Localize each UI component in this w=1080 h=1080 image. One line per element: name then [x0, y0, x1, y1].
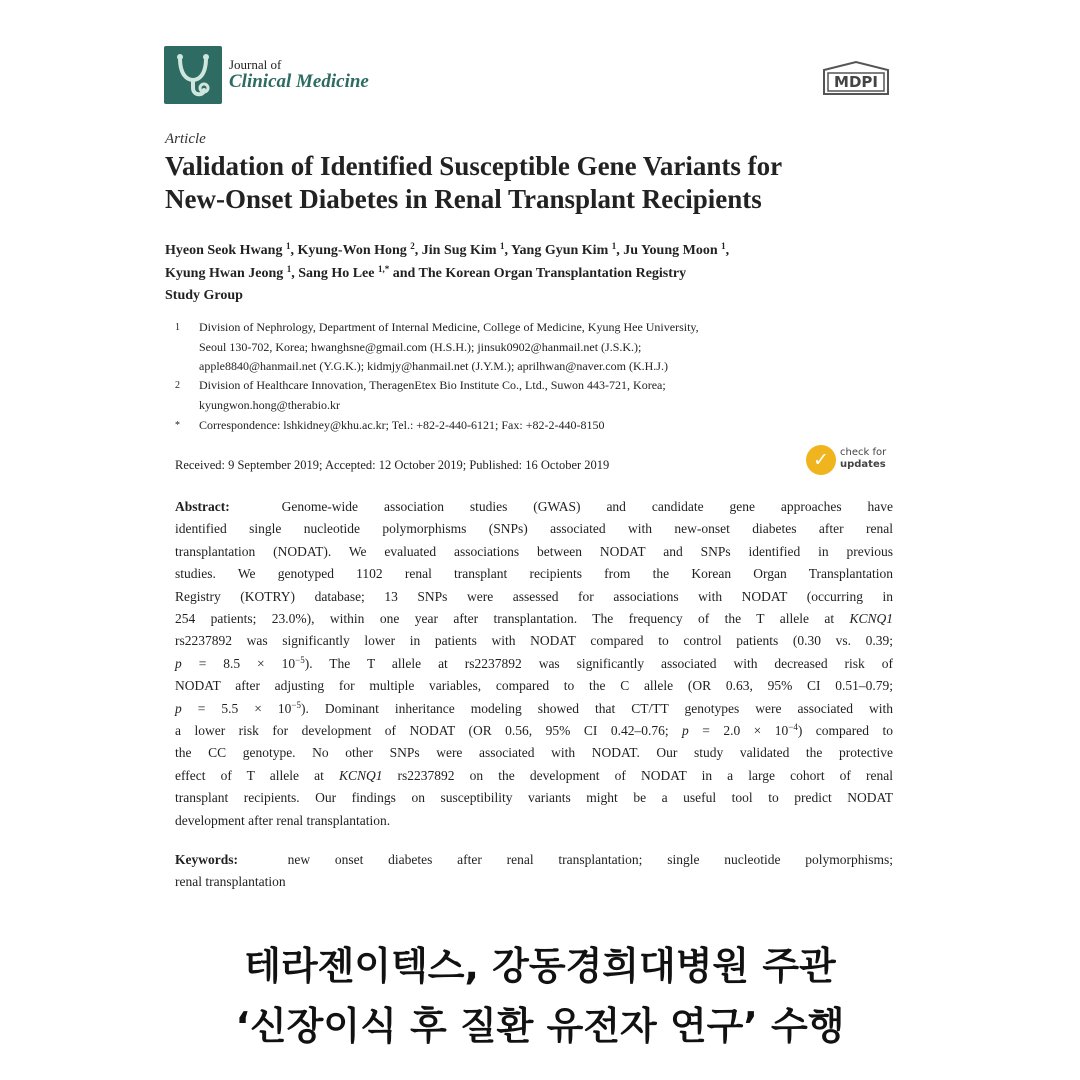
keywords-text: new onset diabetes after renal transplantation; single nucleotide polymorphisms; — [287, 852, 894, 867]
title-line-2: New-Onset Diabetes in Renal Transplant Recipients — [165, 184, 762, 214]
gene-name: KCNQ1 — [338, 767, 383, 783]
affiliation-line: Division of Nephrology, Department of Internal Medicine, College of Medicine, Kyung Hee University, — [199, 320, 699, 334]
abstract-text: ). Dominant inheritance modeling showed that CT/TT genotypes were associated with — [300, 700, 893, 716]
correspondence — [175, 416, 895, 436]
author-list — [165, 240, 905, 308]
author-line-1 — [165, 240, 905, 263]
check-for-updates-badge[interactable] — [806, 443, 898, 477]
author-affil-sup: 1 — [721, 241, 726, 251]
journal-name-line1: Journal of — [229, 57, 282, 72]
abstract-line: Registry (KOTRY) database; 13 SNPs were assessed for associations with NODAT (occurring in — [175, 588, 893, 604]
abstract-line — [175, 720, 893, 742]
abstract-text: = 2.0 × 10 — [688, 723, 789, 739]
affiliation-line: kyungwon.hong@therabio.kr — [199, 397, 341, 412]
keywords — [175, 849, 893, 894]
correspondence-line: Correspondence: lshkidney@khu.ac.kr; Tel.: +82-2-440-6121; Fax: +82-2-440-8150 — [199, 418, 605, 432]
author-sep: , — [290, 243, 298, 258]
abstract-line: development after renal transplantation. — [175, 812, 391, 828]
abstract-text: ). The T allele at rs2237892 was significantly associated with decreased risk of — [304, 655, 893, 671]
affiliation-line: Division of Healthcare Innovation, TheragenEtex Bio Institute Co., Ltd., Suwon 443-721, Korea; — [199, 378, 666, 392]
abstract-text: = 5.5 × 10 — [181, 700, 292, 716]
author-affil-sup: 1 — [611, 241, 617, 251]
publisher-logo — [820, 60, 892, 100]
affiliation-number: 2 — [175, 380, 180, 391]
gene-name: KCNQ1 — [849, 611, 893, 627]
correspondence-marker: * — [175, 420, 180, 431]
author-name: Kyung Hwan Jeong — [165, 265, 284, 281]
affiliation-number: 1 — [175, 322, 180, 333]
abstract-text: effect of T allele at — [175, 767, 339, 783]
abstract — [175, 496, 893, 832]
abstract-line: the CC genotype. No other SNPs were associated with NODAT. Our study validated the protective — [175, 745, 893, 761]
caption-line-2: ‘신장이식 후 질환 유전자 연구’ 수행 — [235, 1004, 845, 1048]
abstract-line — [175, 653, 893, 675]
journal-name — [229, 58, 369, 93]
p-symbol: p — [682, 723, 689, 739]
korean-caption — [0, 930, 1080, 1080]
author-name: Yang Gyun Kim — [510, 243, 609, 258]
keywords-label: Keywords: — [175, 852, 238, 867]
abstract-text: Genome-wide association studies (GWAS) and candidate gene approaches have — [281, 499, 894, 514]
paper-title — [165, 150, 925, 216]
author-name: , Sang Ho Lee — [291, 265, 375, 281]
author-sep: , — [414, 243, 422, 258]
abstract-line: transplantation (NODAT). We evaluated associations between NODAT and SNPs identified in previous — [175, 543, 893, 559]
abstract-line — [175, 496, 893, 518]
abstract-text: rs2237892 on the development of NODAT in a large cohort of renal — [382, 767, 894, 783]
abstract-text: 254 patients; 23.0%), within one year after transplantation. The frequency of the T allele at — [175, 611, 835, 627]
journal-logo — [164, 46, 222, 104]
author-sep: , — [725, 243, 730, 258]
p-symbol: p — [175, 700, 182, 716]
author-line-3: Study Group — [165, 288, 243, 303]
publication-dates: Received: 9 September 2019; Accepted: 12 October 2019; Published: 16 October 2019 — [175, 458, 610, 472]
article-type: Article — [165, 131, 206, 147]
author-line-2 — [165, 263, 905, 286]
author-name: Kyung-Won Hong — [297, 243, 407, 258]
check-updates-line2: updates — [840, 459, 886, 470]
p-symbol: p — [175, 655, 182, 671]
abstract-line — [175, 765, 893, 787]
author-affil-sup: 1 — [500, 241, 505, 251]
abstract-line: identified single nucleotide polymorphisms (SNPs) associated with new-onset diabetes after renal — [175, 521, 893, 537]
abstract-line: rs2237892 was significantly lower in patients with NODAT compared to control patients (0.30 vs. 0.39; — [175, 633, 893, 649]
affiliation-2 — [175, 376, 895, 415]
author-name: Ju Young Moon — [623, 243, 718, 258]
abstract-line: NODAT after adjusting for multiple variables, compared to the C allele (OR 0.63, 95% CI 0.51–0.79; — [175, 678, 893, 694]
abstract-text: ) compared to — [797, 723, 893, 739]
caption-line-1: 테라젠이텍스, 강동경희대병원 주관 — [244, 944, 836, 988]
abstract-text: a lower risk for development of NODAT (OR 0.56, 95% CI 0.42–0.76; — [175, 723, 683, 739]
author-sep: , — [616, 243, 624, 258]
check-updates-line1: check for — [840, 447, 887, 458]
author-group: and The Korean Organ Transplantation Registry — [389, 265, 687, 281]
author-sep: , — [504, 243, 511, 258]
author-affil-sup: 2 — [410, 241, 415, 251]
author-affil-sup: 1 — [285, 241, 291, 251]
stethoscope-icon — [164, 46, 222, 104]
author-name: Hyeon Seok Hwang — [165, 243, 283, 258]
exponent: −5 — [295, 654, 305, 665]
title-line-1: Validation of Identified Susceptible Gene Variants for — [165, 151, 783, 181]
check-icon: ✓ — [806, 445, 836, 475]
keywords-line: renal transplantation — [175, 874, 286, 890]
affiliation-1 — [175, 318, 895, 377]
exponent: −4 — [788, 722, 798, 733]
affiliation-line: Seoul 130-702, Korea; hwanghsne@gmail.com (H.S.H.); jinsuk0902@hanmail.net (J.S.K.); — [199, 339, 642, 354]
journal-name-line2: Clinical Medicine — [229, 71, 369, 93]
author-affil-sup: 1,* — [377, 263, 390, 274]
abstract-line — [175, 608, 893, 630]
keywords-line — [175, 849, 893, 871]
affiliation-line: apple8840@hanmail.net (Y.G.K.); kidmjy@hanmail.net (J.Y.M.); aprilhwan@naver.com (K.H.J.) — [199, 359, 668, 373]
abstract-label: Abstract: — [175, 499, 230, 514]
abstract-text: = 8.5 × 10 — [181, 655, 296, 671]
publisher-name: MDPI — [834, 73, 878, 91]
author-name: Jin Sug Kim — [421, 243, 497, 258]
abstract-line — [175, 698, 893, 720]
abstract-line: studies. We genotyped 1102 renal transplant recipients from the Korean Organ Transplantation — [175, 566, 893, 582]
abstract-line: transplant recipients. Our findings on susceptibility variants might be a useful tool to predict NODAT — [175, 790, 893, 806]
exponent: −5 — [291, 699, 301, 710]
author-affil-sup: 1 — [286, 263, 292, 274]
